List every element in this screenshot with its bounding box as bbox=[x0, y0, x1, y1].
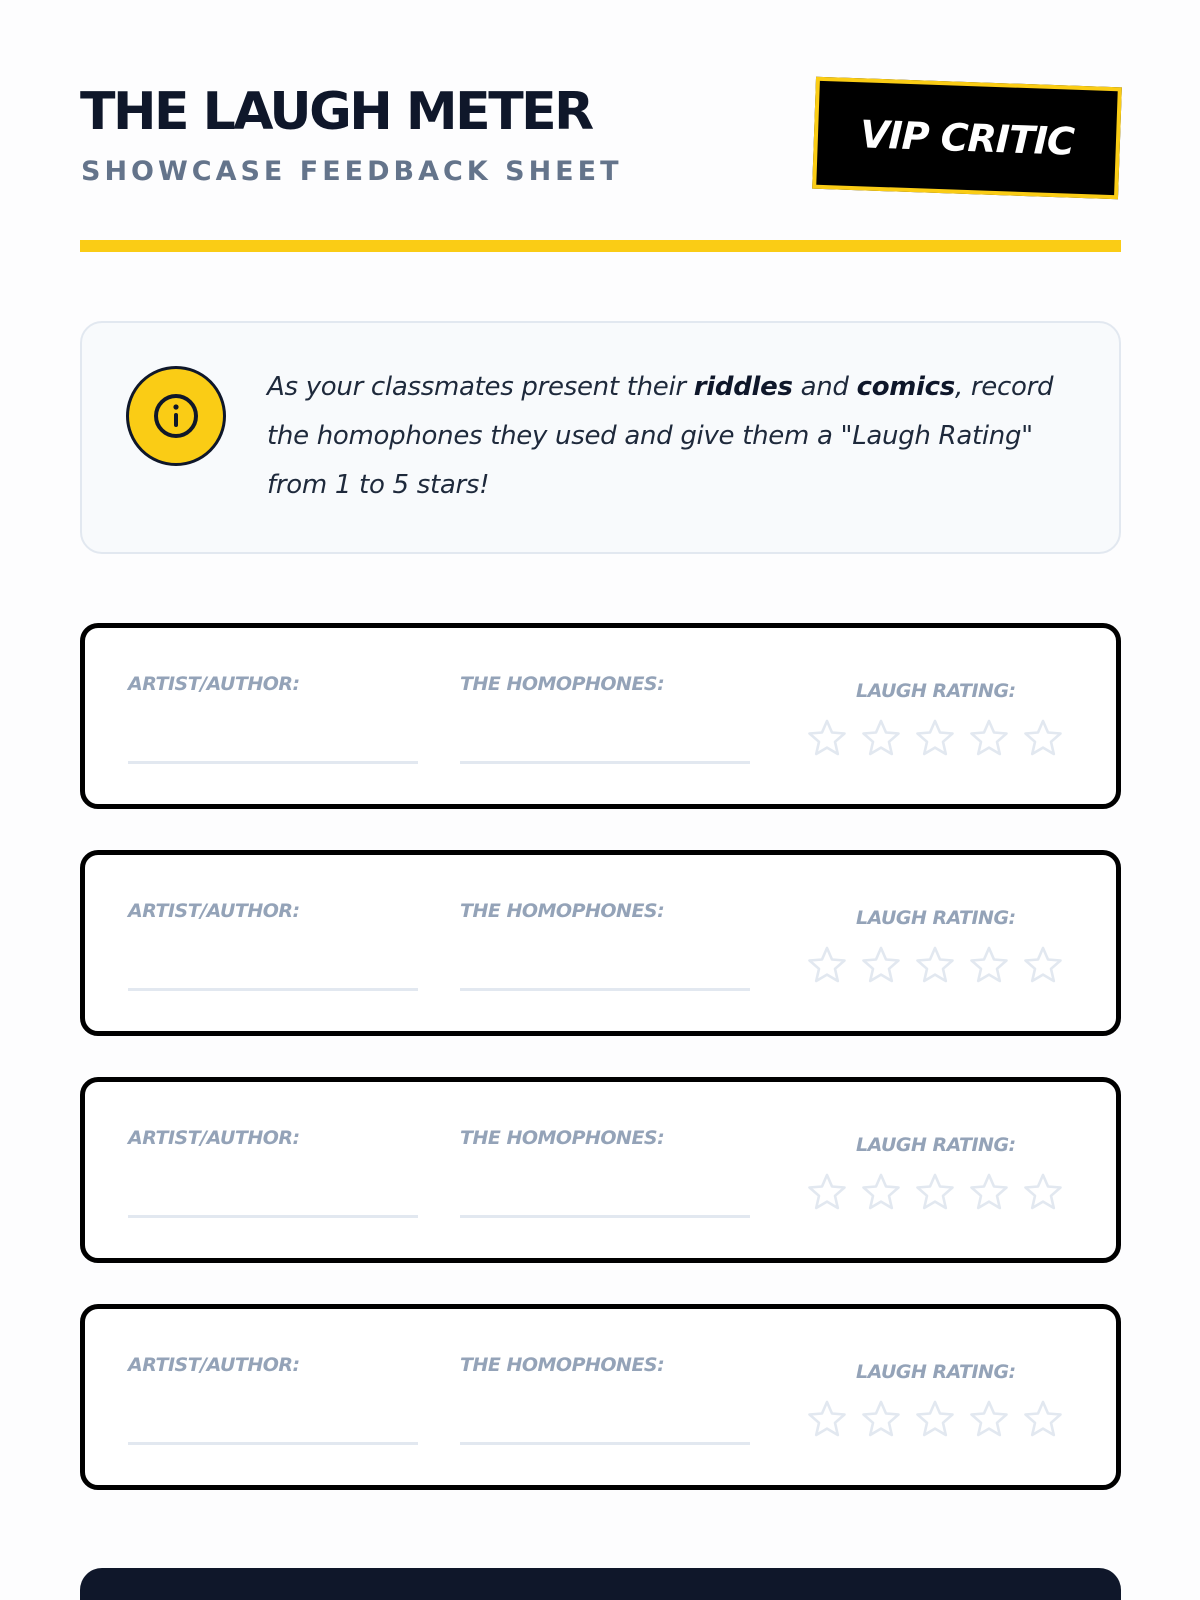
footer-bar bbox=[80, 1568, 1121, 1600]
vip-critic-badge-label: VIP CRITIC bbox=[859, 112, 1075, 164]
homophones-label: THE HOMOPHONES: bbox=[460, 673, 665, 695]
artist-author-field[interactable] bbox=[128, 1442, 418, 1445]
star-outline-icon[interactable] bbox=[915, 945, 955, 985]
laugh-rating-stars bbox=[807, 945, 1063, 985]
instructions-bold-riddles: riddles bbox=[693, 372, 793, 402]
star-outline-icon[interactable] bbox=[861, 1399, 901, 1439]
entry-card bbox=[80, 850, 1121, 1036]
info-icon bbox=[126, 366, 226, 466]
instructions-text: As your classmates present their riddles and comics, record the homophones they used and give them a "Laugh Rating" from 1 to 5 stars! bbox=[267, 372, 1054, 500]
star-outline-icon[interactable] bbox=[969, 718, 1009, 758]
homophones-label: THE HOMOPHONES: bbox=[460, 900, 665, 922]
laugh-rating-stars bbox=[807, 1399, 1063, 1439]
laugh-rating-label: LAUGH RATING: bbox=[856, 1361, 1016, 1383]
artist-author-field[interactable] bbox=[128, 1215, 418, 1218]
artist-author-field[interactable] bbox=[128, 988, 418, 991]
laugh-rating-label: LAUGH RATING: bbox=[856, 1134, 1016, 1156]
star-outline-icon[interactable] bbox=[861, 1172, 901, 1212]
laugh-rating-label: LAUGH RATING: bbox=[856, 907, 1016, 929]
artist-author-field[interactable] bbox=[128, 761, 418, 764]
star-outline-icon[interactable] bbox=[807, 945, 847, 985]
vip-critic-badge bbox=[812, 77, 1122, 200]
homophones-field[interactable] bbox=[460, 988, 750, 991]
laugh-rating-stars bbox=[807, 718, 1063, 758]
instructions-bold-comics: comics bbox=[856, 372, 955, 402]
entry-card bbox=[80, 1304, 1121, 1490]
star-outline-icon[interactable] bbox=[1023, 718, 1063, 758]
homophones-field[interactable] bbox=[460, 761, 750, 764]
laugh-rating-label: LAUGH RATING: bbox=[856, 680, 1016, 702]
laugh-rating-stars bbox=[807, 1172, 1063, 1212]
star-outline-icon[interactable] bbox=[1023, 945, 1063, 985]
header-divider bbox=[80, 240, 1121, 252]
star-outline-icon[interactable] bbox=[807, 1172, 847, 1212]
star-outline-icon[interactable] bbox=[969, 1172, 1009, 1212]
star-outline-icon[interactable] bbox=[861, 945, 901, 985]
page-title: THE LAUGH METER bbox=[80, 82, 592, 142]
star-outline-icon[interactable] bbox=[1023, 1399, 1063, 1439]
star-outline-icon[interactable] bbox=[1023, 1172, 1063, 1212]
star-outline-icon[interactable] bbox=[915, 1399, 955, 1439]
entry-card bbox=[80, 623, 1121, 809]
artist-author-label: ARTIST/AUTHOR: bbox=[128, 673, 300, 695]
star-outline-icon[interactable] bbox=[861, 718, 901, 758]
star-outline-icon[interactable] bbox=[969, 1399, 1009, 1439]
homophones-label: THE HOMOPHONES: bbox=[460, 1127, 665, 1149]
star-outline-icon[interactable] bbox=[807, 718, 847, 758]
star-outline-icon[interactable] bbox=[969, 945, 1009, 985]
page-subtitle: SHOWCASE FEEDBACK SHEET bbox=[81, 156, 623, 187]
artist-author-label: ARTIST/AUTHOR: bbox=[128, 900, 300, 922]
homophones-label: THE HOMOPHONES: bbox=[460, 1354, 665, 1376]
star-outline-icon[interactable] bbox=[807, 1399, 847, 1439]
star-outline-icon[interactable] bbox=[915, 718, 955, 758]
homophones-field[interactable] bbox=[460, 1442, 750, 1445]
entry-card bbox=[80, 1077, 1121, 1263]
artist-author-label: ARTIST/AUTHOR: bbox=[128, 1354, 300, 1376]
star-outline-icon[interactable] bbox=[915, 1172, 955, 1212]
homophones-field[interactable] bbox=[460, 1215, 750, 1218]
instructions-panel bbox=[80, 321, 1121, 554]
artist-author-label: ARTIST/AUTHOR: bbox=[128, 1127, 300, 1149]
